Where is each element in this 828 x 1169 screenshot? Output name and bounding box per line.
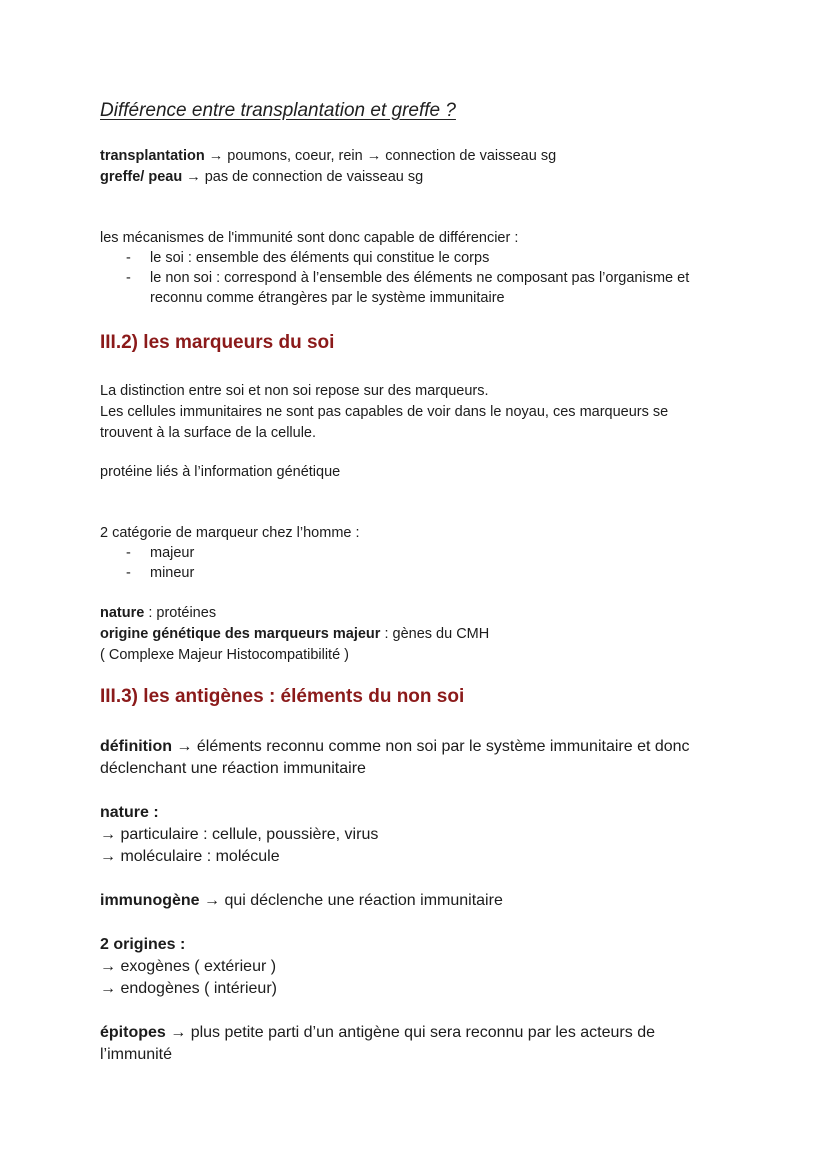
origines-label-text: 2 origines :: [100, 936, 186, 953]
immunogene-term: immunogène: [100, 892, 200, 909]
epitopes-line-2: l’immunité: [100, 1046, 173, 1063]
origine-text: : gènes du CMH: [380, 626, 490, 642]
bullet-dash: -: [126, 545, 131, 561]
nature-label-text: nature :: [100, 804, 159, 821]
epitopes-line: [100, 1024, 655, 1042]
list-item-mineur: mineur: [150, 565, 195, 581]
transplantation-text: → poumons, coeur, rein → connection de vaisseau sg: [204, 148, 557, 164]
bullet-dash: -: [126, 270, 131, 286]
origine-endogenes: → endogènes ( intérieur): [100, 980, 277, 997]
mecanismes-intro: les mécanismes de l'immunité sont donc capable de différencier :: [100, 230, 519, 246]
transplantation-term: transplantation: [100, 148, 205, 164]
list-item-soi: le soi : ensemble des éléments qui constitue le corps: [150, 250, 490, 266]
epitopes-term: épitopes: [100, 1024, 166, 1041]
origine-line: [100, 626, 489, 642]
definition-line-2: déclenchant une réaction immunitaire: [100, 760, 366, 777]
section-heading-antigenes: III.3) les antigènes : éléments du non soi: [100, 686, 465, 707]
proteine-line: protéine liés à l’information génétique: [100, 464, 341, 480]
origine-term: origine génétique des marqueurs majeur: [100, 626, 381, 642]
greffe-text: → pas de connection de vaisseau sg: [182, 169, 424, 185]
definition-line: [100, 738, 690, 756]
transplantation-line: [100, 148, 556, 164]
list-item-non-soi-cont: reconnu comme étrangères par le système immunitaire: [150, 290, 505, 306]
paragraph-line: La distinction entre soi et non soi repose sur des marqueurs.: [100, 383, 489, 399]
immunogene-line: [100, 892, 503, 910]
categorie-line: 2 catégorie de marqueur chez l’homme :: [100, 525, 360, 541]
bullet-dash: -: [126, 565, 131, 581]
list-item-majeur: majeur: [150, 545, 195, 561]
greffe-line: [100, 169, 423, 185]
origine-exogenes: → exogènes ( extérieur ): [100, 958, 277, 975]
nature-term: nature: [100, 605, 145, 621]
epitopes-text: → plus petite parti d’un antigène qui sera reconnu par les acteurs de: [165, 1024, 655, 1041]
nature-particulaire: → particulaire : cellule, poussière, virus: [100, 826, 379, 843]
paragraph-line: Les cellules immunitaires ne sont pas capables de voir dans le noyau, ces marqueurs se: [100, 404, 669, 420]
definition-term: définition: [100, 738, 172, 755]
nature-moleculaire: → moléculaire : molécule: [100, 848, 280, 865]
cmh-line: ( Complexe Majeur Histocompatibilité ): [100, 647, 349, 663]
bullet-dash: -: [126, 250, 131, 266]
paragraph-line: trouvent à la surface de la cellule.: [100, 425, 317, 441]
page-title: Différence entre transplantation et greffe ?: [100, 100, 456, 121]
nature-label: [100, 804, 159, 822]
greffe-term: greffe/ peau: [100, 169, 183, 185]
immunogene-text: → qui déclenche une réaction immunitaire: [199, 892, 503, 909]
nature-line: [100, 605, 216, 621]
list-item-non-soi: le non soi : correspond à l’ensemble des éléments ne composant pas l’organisme et: [150, 270, 690, 286]
origines-label: [100, 936, 185, 954]
section-heading-marqueurs: III.2) les marqueurs du soi: [100, 332, 335, 353]
definition-text: → éléments reconnu comme non soi par le système immunitaire et donc: [171, 738, 690, 755]
nature-text: : protéines: [144, 605, 217, 621]
